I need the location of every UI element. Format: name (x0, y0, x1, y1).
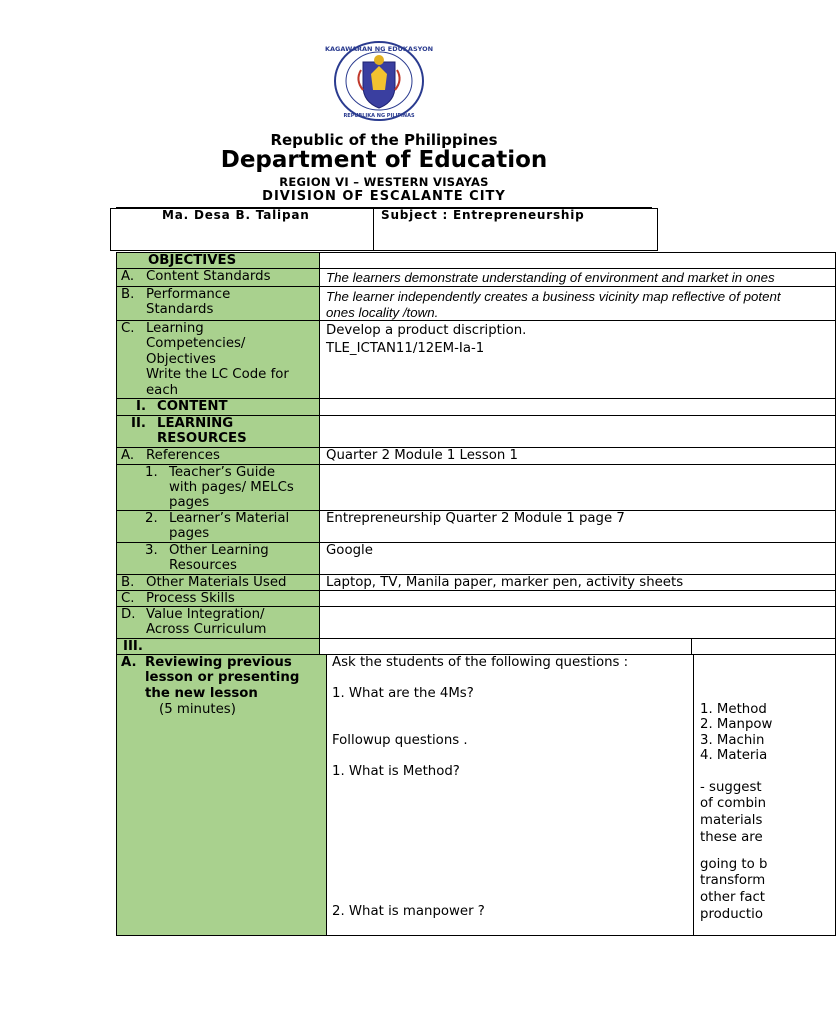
student-answer: 4. Materia (700, 748, 768, 763)
row-number: 2. (145, 511, 158, 526)
learners-material-label: Learner’s Material (169, 511, 290, 526)
procedures-heading: III. (123, 639, 143, 654)
reviewing-label: lesson or presenting (145, 670, 300, 685)
teachers-guide-label: pages (169, 495, 210, 510)
student-answer: 2. Manpow (700, 717, 773, 732)
student-answer: 3. Machin (700, 733, 765, 748)
student-answer: these are (700, 830, 763, 845)
row-value-integration (116, 606, 836, 639)
row-number: B. (121, 287, 135, 302)
svg-text:REPUBLIKA NG PILIPINAS: REPUBLIKA NG PILIPINAS (343, 113, 415, 119)
row-number: A. (121, 269, 135, 284)
learners-material-label: pages (169, 526, 210, 541)
region-title: REGION VI – WESTERN VISAYAS (279, 175, 489, 189)
learning-competencies-label: Learning (146, 321, 204, 336)
other-learning-resources-value: Google (326, 543, 373, 558)
teacher-activity-intro: Ask the students of the following questions : (332, 655, 629, 670)
row-teachers-guide (116, 464, 836, 511)
learning-competencies-label: Write the LC Code for (146, 367, 289, 382)
student-answer: of combin (700, 796, 767, 811)
teachers-guide-label: with pages/ MELCs (169, 480, 294, 495)
learning-competencies-label: Objectives (146, 352, 216, 367)
learning-resources-heading: LEARNING (157, 416, 234, 431)
other-learning-resources-label: Other Learning (169, 543, 269, 558)
row-number: A. (121, 655, 137, 670)
row-reviewing-lesson (116, 654, 836, 936)
subject-name: Subject : Entrepreneurship (381, 208, 585, 222)
row-performance-standards (116, 286, 836, 321)
teacher-followup: Followup questions . (332, 733, 468, 748)
row-number: II. (131, 416, 146, 431)
teacher-question: 1. What are the 4Ms? (332, 686, 474, 701)
reviewing-time: (5 minutes) (159, 702, 236, 717)
references-value: Quarter 2 Module 1 Lesson 1 (326, 448, 519, 463)
row-other-learning-resources (116, 542, 836, 575)
teacher-name: Ma. Desa B. Talipan (162, 208, 310, 222)
other-learning-resources-label: Resources (169, 558, 237, 573)
lc-code: TLE_ICTAN11/12EM-Ia-1 (326, 341, 485, 356)
reviewing-label: Reviewing previous (145, 655, 292, 670)
teacher-question: 1. What is Method? (332, 764, 460, 779)
student-answer: productio (700, 907, 763, 922)
row-references (116, 447, 836, 465)
process-skills-label: Process Skills (146, 591, 235, 606)
row-number: D. (121, 607, 136, 622)
objectives-heading: OBJECTIVES (148, 253, 237, 268)
row-objectives (116, 252, 836, 269)
division-title: DIVISION OF ESCALANTE CITY (262, 189, 506, 204)
row-number: C. (121, 321, 135, 336)
row-number: B. (121, 575, 135, 590)
performance-standards-value: The learner independently creates a business vicinity map reflective of potent (326, 289, 781, 304)
value-integration-label: Across Curriculum (146, 622, 267, 637)
republic-title: Republic of the Philippines (270, 131, 498, 149)
student-answer: going to b (700, 857, 768, 872)
content-standards-value: The learners demonstrate understanding of environment and market in ones (326, 270, 775, 285)
row-learning-resources (116, 415, 836, 448)
performance-standards-label: Standards (146, 302, 214, 317)
references-label: References (146, 448, 220, 463)
performance-standards-value: ones locality /town. (326, 305, 439, 320)
student-answer: 1. Method (700, 702, 767, 717)
reviewing-label: the new lesson (145, 686, 258, 701)
performance-standards-label: Performance (146, 287, 231, 302)
deped-seal (324, 40, 434, 122)
department-title: Department of Education (220, 147, 548, 173)
row-number: 3. (145, 543, 158, 558)
learning-competencies-label: each (146, 383, 179, 398)
content-standards-label: Content Standards (146, 269, 271, 284)
row-learning-competencies (116, 320, 836, 399)
row-learners-material (116, 510, 836, 543)
svg-text:KAGAWARAN NG EDUKASYON: KAGAWARAN NG EDUKASYON (324, 45, 434, 53)
content-heading: CONTENT (157, 399, 228, 414)
learning-competency-value: Develop a product discription. (326, 323, 527, 338)
teacher-question: 2. What is manpower ? (332, 904, 485, 919)
learning-resources-heading: RESOURCES (157, 431, 247, 446)
student-answer: transform (700, 873, 766, 888)
row-number: A. (121, 448, 135, 463)
row-content (116, 398, 836, 416)
student-answer: materials (700, 813, 763, 828)
learning-competencies-label: Competencies/ (146, 336, 246, 351)
value-integration-label: Value Integration/ (146, 607, 265, 622)
row-number: C. (121, 591, 135, 606)
student-answer: - suggest (700, 780, 762, 795)
other-materials-value: Laptop, TV, Manila paper, marker pen, activity sheets (326, 575, 684, 590)
other-materials-label: Other Materials Used (146, 575, 287, 590)
row-process-skills (116, 590, 836, 607)
learners-material-value: Entrepreneurship Quarter 2 Module 1 page 7 (326, 511, 625, 526)
row-number: 1. (145, 465, 158, 480)
row-content-standards (116, 268, 836, 287)
row-procedures (116, 638, 836, 655)
student-answer: other fact (700, 890, 766, 905)
teacher-subject-divider (373, 208, 374, 251)
row-other-materials (116, 574, 836, 591)
row-number: I. (136, 399, 146, 414)
teachers-guide-label: Teacher’s Guide (169, 465, 276, 480)
